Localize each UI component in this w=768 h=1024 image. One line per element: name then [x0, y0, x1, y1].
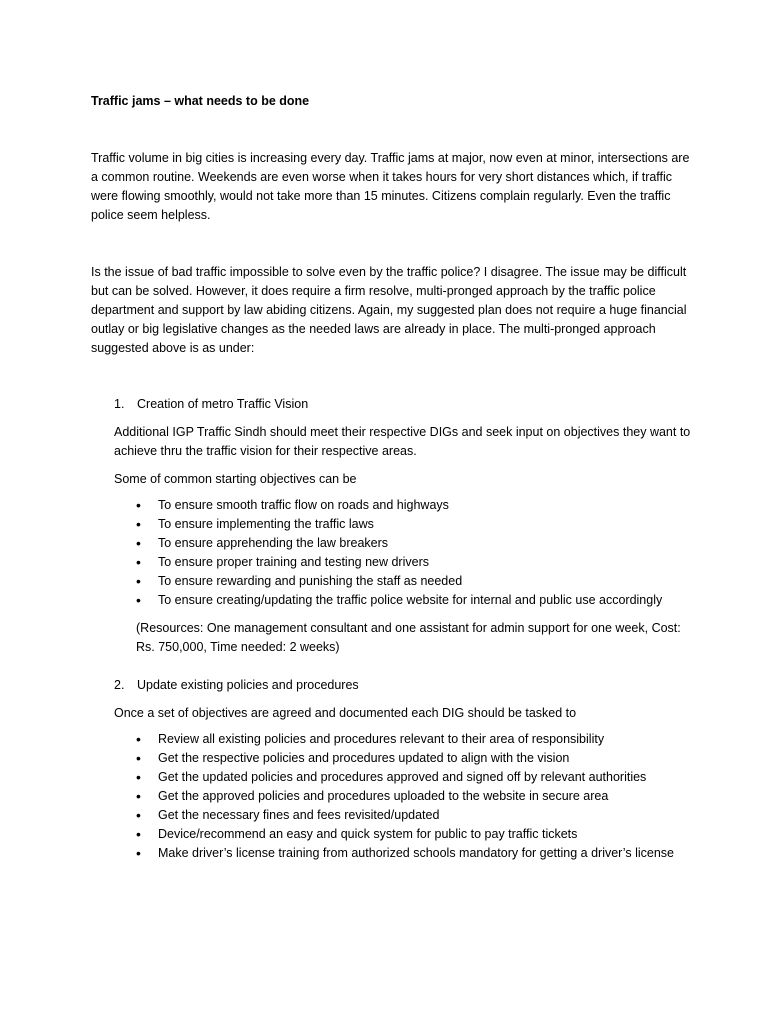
list-item: • To ensure proper training and testing new drivers [136, 554, 429, 570]
list-item: • Review all existing policies and procedures relevant to their area of responsibility [136, 731, 605, 747]
section-2-title: Update existing policies and procedures [137, 678, 359, 692]
bullet-icon: • [136, 750, 141, 766]
list-item: • Device/recommend an easy and quick system for public to pay traffic tickets [136, 826, 578, 842]
list-item: • To ensure apprehending the law breakers [136, 535, 389, 551]
list-item: • Get the respective policies and procedures updated to align with the vision [136, 750, 570, 766]
paragraph-intro: Traffic volume in big cities is increasing every day. Traffic jams at major, now even at minor, intersections are a common routine. Weekends are even worse when it takes hours for very short distances which, if traffic were flowing smoothly, would not take more than 15 minutes. Citizens complain regularly. Even the traffic police seem helpless. [91, 151, 690, 222]
section-2-number: 2. [114, 678, 125, 692]
document-page [91, 92, 691, 863]
section-2-bullet-list [91, 730, 691, 863]
bullet-icon: • [136, 535, 141, 551]
bullet-icon: • [136, 497, 141, 513]
section-1-bullet-list [91, 496, 691, 610]
section-1-lead: Some of common starting objectives can be [114, 472, 357, 486]
paragraph-opinion: Is the issue of bad traffic impossible to solve even by the traffic police? I disagree. The issue may be difficult but can be solved. However, it does require a firm resolve, multi-pronged approach by the traffic police department and support by law abiding citizens. Again, my suggested plan does not require a huge financial outlay or big legislative changes as the needed laws are already in place. The multi-pronged approach suggested above is as under: [91, 265, 687, 355]
bullet-icon: • [136, 731, 141, 747]
section-1-intro: Additional IGP Traffic Sindh should meet their respective DIGs and seek input on objectives they want to achieve thru the traffic vision for their respective areas. [114, 425, 691, 458]
list-item: • Get the updated policies and procedures approved and signed off by relevant authorities [136, 769, 647, 785]
section-1-title: Creation of metro Traffic Vision [137, 397, 309, 411]
section-1-resources: (Resources: One management consultant and one assistant for admin support for one week, Cost: Rs. 750,000, Time needed: 2 weeks) [136, 621, 681, 654]
list-item: • To ensure creating/updating the traffic police website for internal and public use accordingly [136, 592, 663, 608]
list-item: • To ensure implementing the traffic laws [136, 516, 374, 532]
bullet-icon: • [136, 516, 141, 532]
bullet-icon: • [136, 592, 141, 608]
section-1-heading [91, 395, 691, 414]
list-item: • Make driver’s license training from authorized schools mandatory for getting a driver’s license [136, 845, 674, 861]
list-item: • Get the necessary fines and fees revisited/updated [136, 807, 440, 823]
bullet-icon: • [136, 769, 141, 785]
section-1-number: 1. [114, 397, 125, 411]
list-item: • Get the approved policies and procedures uploaded to the website in secure area [136, 788, 609, 804]
section-2-intro: Once a set of objectives are agreed and documented each DIG should be tasked to [114, 706, 577, 720]
list-item: • To ensure rewarding and punishing the staff as needed [136, 573, 463, 589]
list-item: • To ensure smooth traffic flow on roads and highways [136, 497, 449, 513]
bullet-icon: • [136, 788, 141, 804]
bullet-icon: • [136, 554, 141, 570]
bullet-icon: • [136, 573, 141, 589]
bullet-icon: • [136, 826, 141, 842]
section-2-heading [91, 676, 691, 695]
document-title: Traffic jams – what needs to be done [91, 94, 310, 108]
bullet-icon: • [136, 807, 141, 823]
bullet-icon: • [136, 845, 141, 861]
